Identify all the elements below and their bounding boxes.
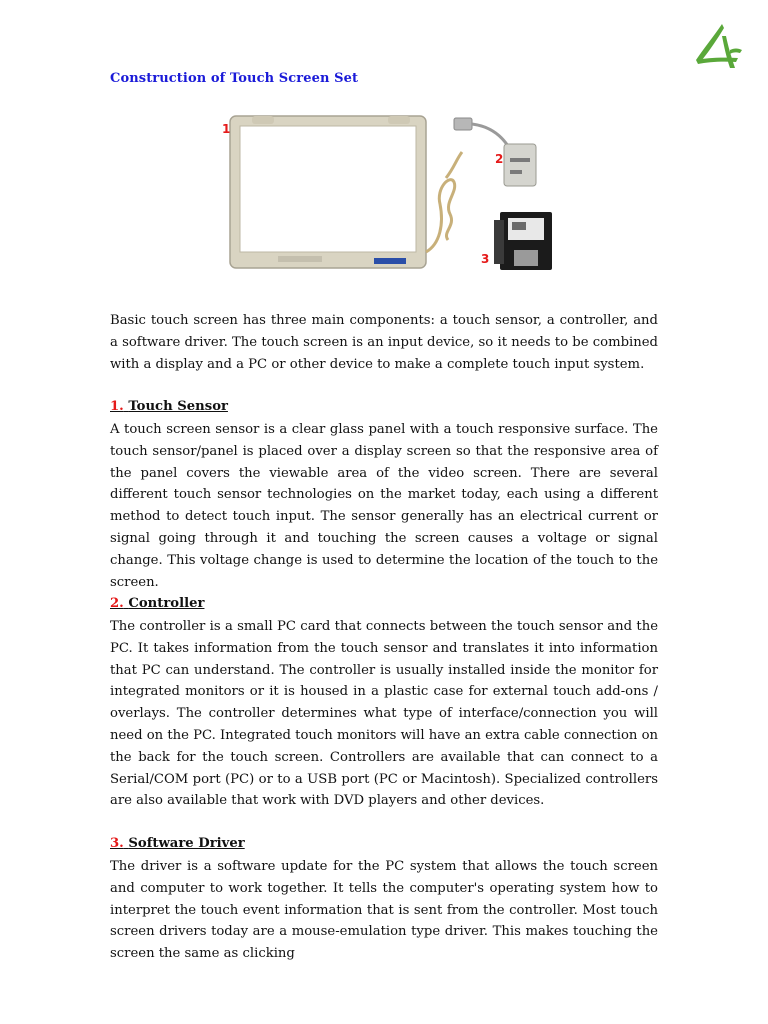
section-2-heading: [110, 596, 204, 611]
panel-blue-label: [374, 258, 406, 264]
figure-label-2: 2: [495, 152, 504, 166]
section-number: 1.: [110, 399, 124, 414]
section-title: Touch Sensor: [128, 399, 228, 414]
company-logo-icon: [692, 22, 744, 72]
touch-screen-set-figure: [218, 112, 558, 272]
controller-cable: [472, 124, 508, 146]
page-title: Construction of Touch Screen Set: [110, 71, 359, 86]
section-number: 3.: [110, 836, 124, 851]
section-title: Software Driver: [128, 836, 245, 851]
section-3-text: The driver is a software update for the PC system that allows the touch screen and computer to work together. It tells the computer's operating system how to interpret the touch event information that is sent from the controller. Most touch screen drivers today are a mouse-emulation type driver. This makes touching the screen the same as clicking: [110, 859, 658, 962]
intro-paragraph: Basic touch screen has three main components: a touch sensor, a controller, and a software driver. The touch screen is an input device, so it needs to be combined with a display and a PC or other device to make a complete touch input system.: [110, 313, 658, 372]
figure-illustration: [218, 112, 558, 272]
section-1-text: A touch screen sensor is a clear glass panel with a touch responsive surface. The touch sensor/panel is placed over a display screen so that the responsive area of the panel covers the viewable area of the video screen. There are several different touch sensor technologies on the market today, each using a different method to detect touch input. The sensor generally has an electrical current or signal going through it and touching the screen causes a voltage or signal change. This voltage change is used to determine the location of the touch to the screen.: [110, 422, 658, 590]
panel-brand-label: [278, 256, 322, 262]
figure-label-1: 1: [222, 122, 231, 136]
section-1-heading: [110, 399, 228, 414]
section-2-text: The controller is a small PC card that connects between the touch sensor and the PC. It takes information from the touch sensor and translates it into information that PC can understand. The controller is usually installed inside the monitor for integrated monitors or it is housed in a plastic case for external touch add-ons / overlays. The controller determines what type of interface/connection you will need on the PC. Integrated touch monitors will have an extra cable connection on the back for the touch screen. Controllers are available that can connect to a Serial/COM port (PC) or to a USB port (PC or Macintosh). Specialized controllers are also available that work with DVD players and other devices.: [110, 619, 659, 809]
frame-tab-right: [388, 116, 410, 124]
section-3-heading: [110, 836, 245, 851]
panel-cable: [426, 180, 455, 252]
section-number: 2.: [110, 596, 124, 611]
frame-tab-left: [252, 116, 274, 124]
serial-connector: [454, 118, 472, 130]
figure-label-3: 3: [481, 252, 490, 266]
section-title: Controller: [128, 596, 205, 611]
touch-panel-glass: [240, 126, 416, 252]
controller-box: [504, 144, 536, 186]
